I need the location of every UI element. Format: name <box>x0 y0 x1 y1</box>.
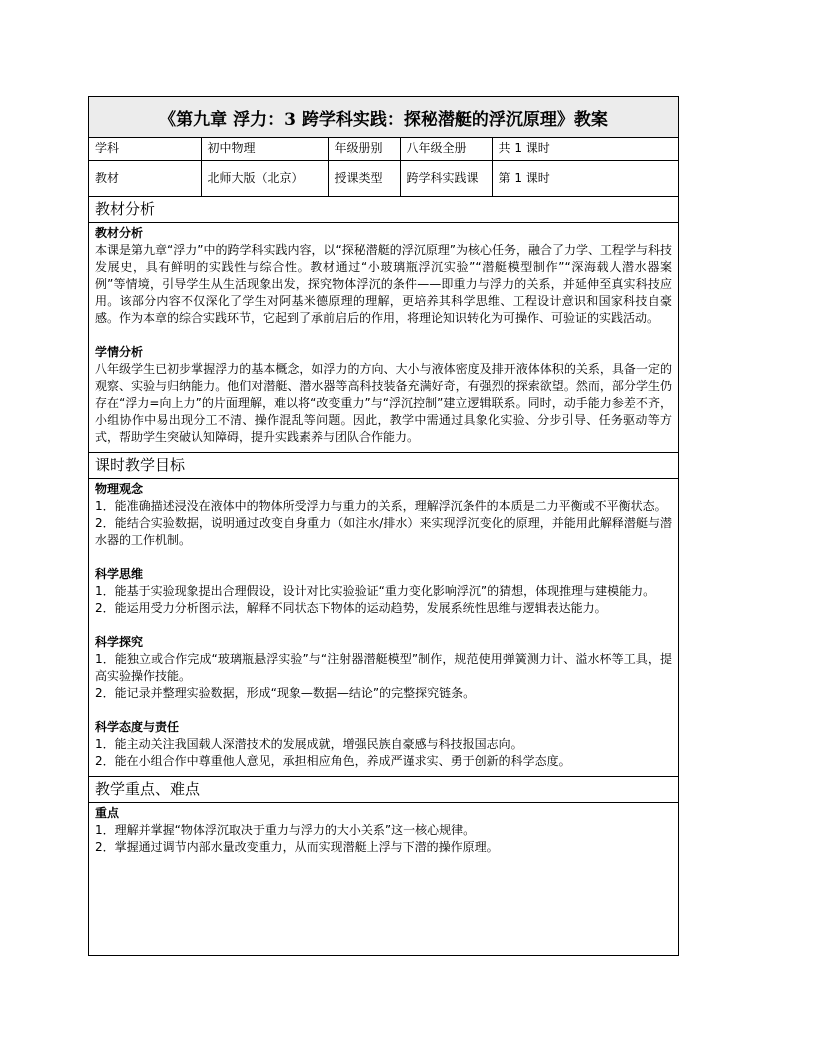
lesson-plan-document <box>88 96 679 956</box>
goal-item: 1．能主动关注我国载人深潜技术的发展成就，增强民族自豪感与科技报国志向。 <box>95 736 523 751</box>
info-row-1 <box>89 138 678 160</box>
analysis-section <box>89 197 678 453</box>
textbook-analysis-text: 本课是第九章“浮力”中的跨学科实践内容，以“探秘潜艇的浮沉原理”为核心任务，融合了力学、工程学与科技发展史，具有鲜明的实践性与综合性。教材通过“小玻璃瓶浮沉实验”“潜艇模型制作”“深海载人潜水器案例”等情境，引导学生从生活现象出发，探究物体浮沉的条件——即重力与浮力的关系，并延伸至真实科技应用。该部分内容不仅深化了学生对阿基米德原理的理解，更培养其科学思维、工程设计意识和国家科技自豪感。作为本章的综合实践环节，它起到了承前启后的作用，将理论知识转化为可操作、可验证的实践活动。 <box>95 242 672 325</box>
goal-item: 1．能基于实验现象提出合理假设，设计对比实验验证“重力变化影响浮沉”的猜想，体现推理与建模能力。 <box>95 583 656 598</box>
goal-item: 2．能结合实验数据，说明通过改变自身重力（如注水/排水）来实现浮沉变化的原理，并能用此解释潜艇与潜水器的工作机制。 <box>95 515 672 547</box>
subject-label: 学科 <box>89 138 201 160</box>
total-hours: 共 1 课时 <box>492 138 678 160</box>
lesson-type-value: 跨学科实践课 <box>400 160 492 196</box>
lesson-type-label: 授课类型 <box>328 160 400 196</box>
textbook-label: 教材 <box>89 160 201 196</box>
subheading: 学情分析 <box>95 344 144 359</box>
goal-item: 2．能运用受力分析图示法，解释不同状态下物体的运动趋势，发展系统性思维与逻辑表达能力。 <box>95 600 607 615</box>
student-analysis-text: 八年级学生已初步掌握浮力的基本概念，如浮力的方向、大小与液体密度及排开液体体积的关系，具备一定的观察、实验与归纳能力。他们对潜艇、潜水器等高科技装备充满好奇，有强烈的探索欲望。然而，部分学生仍存在“浮力=向上力”的片面理解，难以将“改变重力”与“浮沉控制”建立逻辑联系。同时，动手能力参差不齐，小组协作中易出现分工不清、操作混乱等问题。因此，教学中需通过具象化实验、分步引导、任务驱动等方式，帮助学生突破认知障碍，提升实践素养与团队合作能力。 <box>95 361 672 444</box>
key-points-section <box>89 777 678 862</box>
subheading: 科学探究 <box>95 634 144 649</box>
subheading: 科学态度与责任 <box>95 719 180 734</box>
subject-value: 初中物理 <box>201 138 328 160</box>
subheading: 科学思维 <box>95 566 144 581</box>
lesson-number: 第 1 课时 <box>492 160 678 196</box>
grade-value: 八年级全册 <box>400 138 492 160</box>
goal-item: 1．能准确描述浸没在液体中的物体所受浮力与重力的关系，理解浮沉条件的本质是二力平衡或不平衡状态。 <box>95 498 667 513</box>
key-point-item: 1．理解并掌握“物体浮沉取决于重力与浮力的大小关系”这一核心规律。 <box>95 822 476 837</box>
info-row-2 <box>89 160 678 196</box>
goal-item: 2．能在小组合作中尊重他人意见，承担相应角色，养成严谨求实、勇于创新的科学态度。 <box>95 753 571 768</box>
goal-item: 2．能记录并整理实验数据，形成“现象—数据—结论”的完整探究链条。 <box>95 685 476 700</box>
info-table <box>89 138 678 197</box>
section-title: 课时教学目标 <box>89 453 678 479</box>
grade-label: 年级册别 <box>328 138 400 160</box>
goals-section <box>89 453 678 777</box>
document-title: 《第九章 浮力：3 跨学科实践：探秘潜艇的浮沉原理》教案 <box>159 109 608 130</box>
subheading: 教材分析 <box>95 225 144 240</box>
section-title: 教材分析 <box>89 197 678 223</box>
subheading: 重点 <box>95 805 120 820</box>
key-point-item: 2．掌握通过调节内部水量改变重力，从而实现潜艇上浮与下潜的操作原理。 <box>95 839 499 854</box>
title-row <box>89 97 678 138</box>
subheading: 物理观念 <box>95 481 144 496</box>
section-title: 教学重点、难点 <box>89 777 678 803</box>
textbook-value: 北师大版（北京） <box>201 160 328 196</box>
goal-item: 1．能独立或合作完成“玻璃瓶悬浮实验”与“注射器潜艇模型”制作，规范使用弹簧测力计、溢水杯等工具，提高实验操作技能。 <box>95 651 672 683</box>
